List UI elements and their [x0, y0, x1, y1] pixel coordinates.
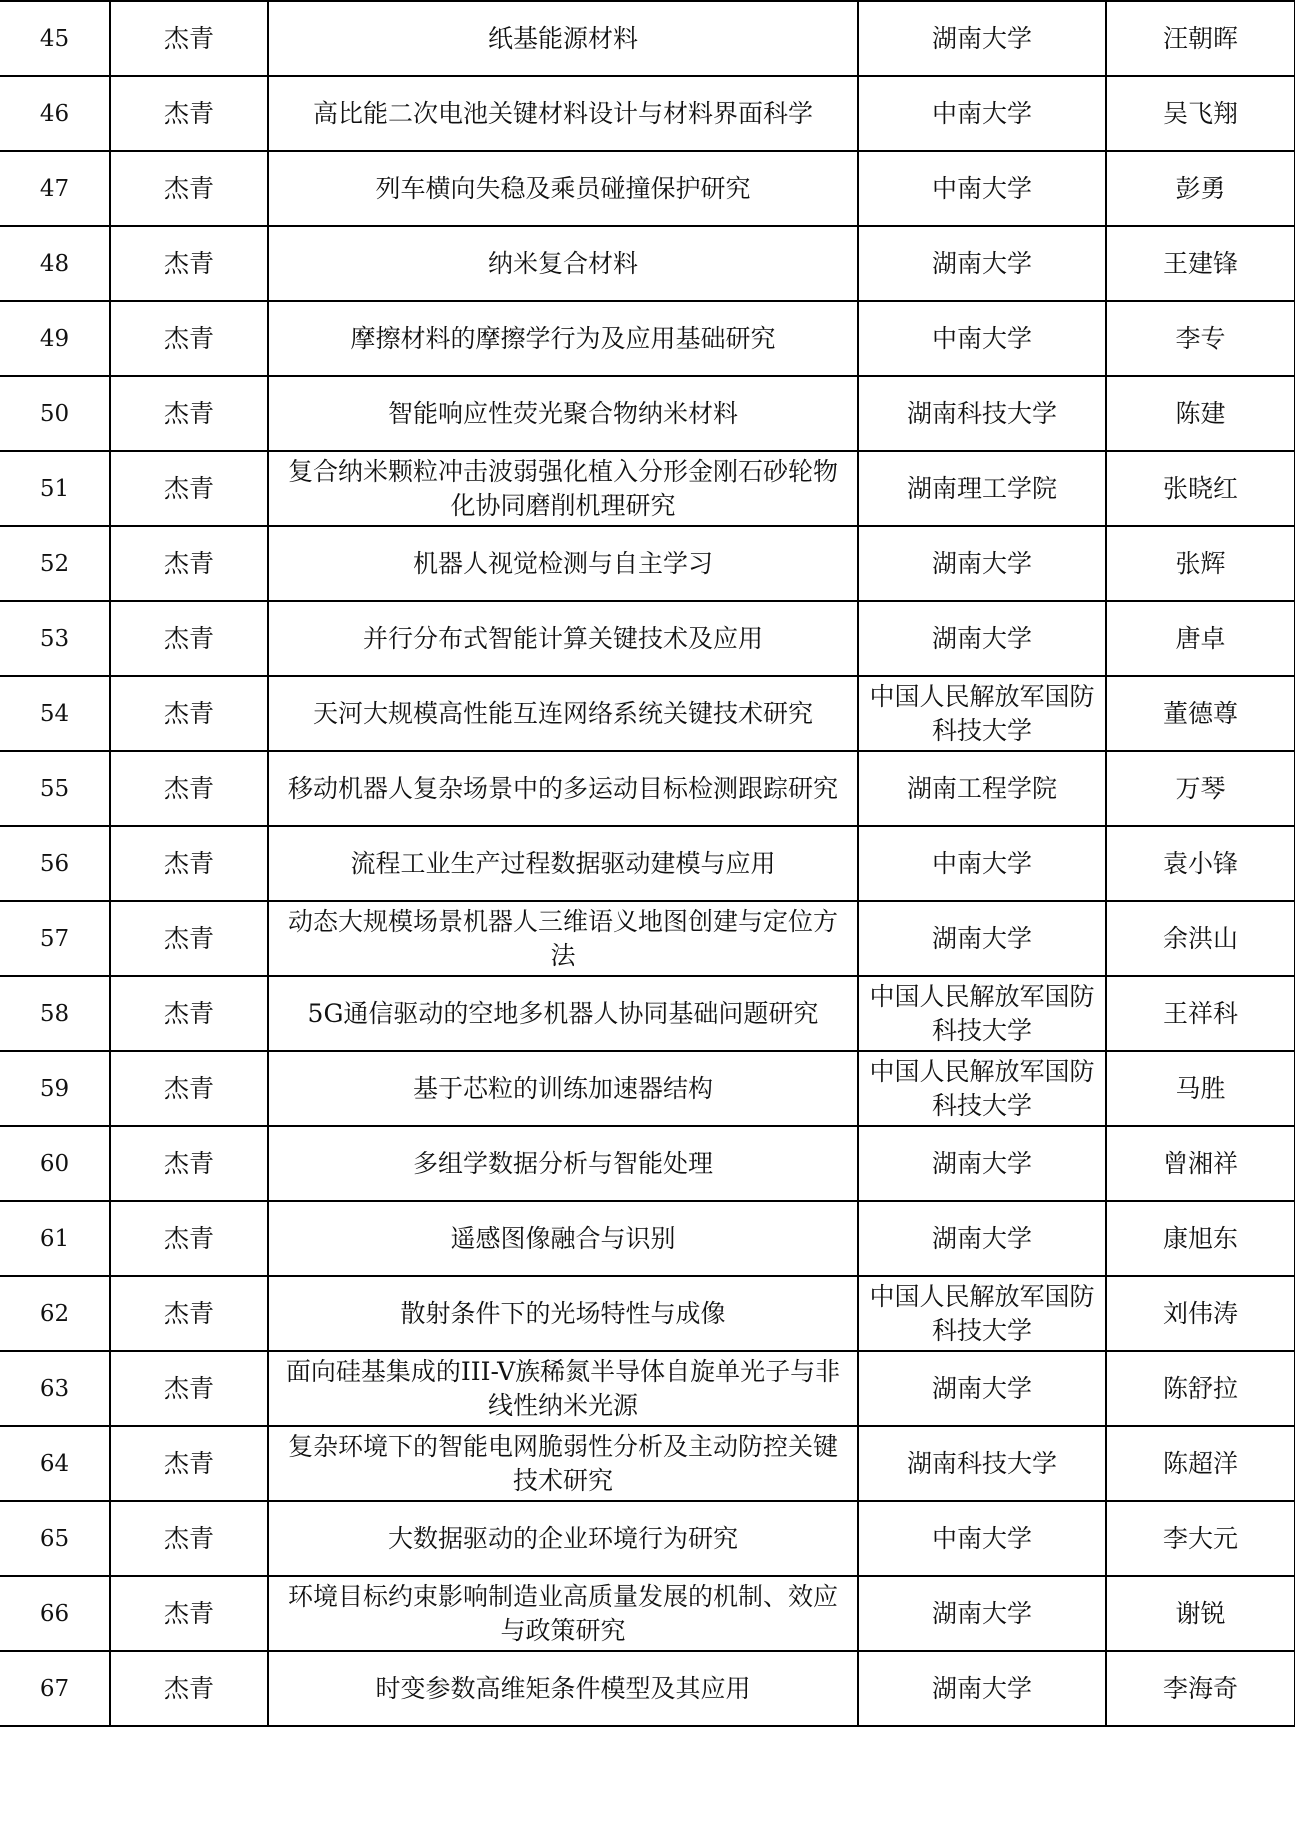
institution: 湖南大学	[858, 226, 1106, 301]
table-row	[0, 1126, 1295, 1201]
project-type: 杰青	[110, 376, 268, 451]
project-topic: 天河大规模高性能互连网络系统关键技术研究	[268, 676, 858, 751]
institution: 中南大学	[858, 301, 1106, 376]
institution: 中南大学	[858, 826, 1106, 901]
project-topic: 多组学数据分析与智能处理	[268, 1126, 858, 1201]
person-name: 刘伟涛	[1106, 1276, 1295, 1351]
row-number: 63	[0, 1351, 110, 1426]
table-row	[0, 1426, 1295, 1501]
table-row	[0, 751, 1295, 826]
project-type: 杰青	[110, 1351, 268, 1426]
person-name: 袁小锋	[1106, 826, 1295, 901]
table-row	[0, 1576, 1295, 1651]
project-type: 杰青	[110, 1201, 268, 1276]
row-number: 48	[0, 226, 110, 301]
person-name: 万琴	[1106, 751, 1295, 826]
project-type: 杰青	[110, 451, 268, 526]
row-number: 58	[0, 976, 110, 1051]
table-row	[0, 601, 1295, 676]
project-type: 杰青	[110, 1276, 268, 1351]
project-topic: 纳米复合材料	[268, 226, 858, 301]
table-row	[0, 1651, 1295, 1726]
project-type: 杰青	[110, 1576, 268, 1651]
institution: 湖南科技大学	[858, 1426, 1106, 1501]
institution: 中南大学	[858, 1501, 1106, 1576]
person-name: 彭勇	[1106, 151, 1295, 226]
table-row	[0, 1276, 1295, 1351]
project-type: 杰青	[110, 1051, 268, 1126]
table-row	[0, 301, 1295, 376]
row-number: 49	[0, 301, 110, 376]
institution: 湖南大学	[858, 601, 1106, 676]
table-row	[0, 1201, 1295, 1276]
row-number: 56	[0, 826, 110, 901]
person-name: 陈超洋	[1106, 1426, 1295, 1501]
project-type: 杰青	[110, 601, 268, 676]
project-topic: 大数据驱动的企业环境行为研究	[268, 1501, 858, 1576]
row-number: 52	[0, 526, 110, 601]
project-topic: 高比能二次电池关键材料设计与材料界面科学	[268, 76, 858, 151]
project-type: 杰青	[110, 1651, 268, 1726]
table-row	[0, 826, 1295, 901]
table-row	[0, 1351, 1295, 1426]
row-number: 60	[0, 1126, 110, 1201]
institution: 中南大学	[858, 151, 1106, 226]
person-name: 唐卓	[1106, 601, 1295, 676]
institution: 湖南工程学院	[858, 751, 1106, 826]
institution: 中国人民解放军国防科技大学	[858, 676, 1106, 751]
project-topic: 智能响应性荧光聚合物纳米材料	[268, 376, 858, 451]
project-topic: 纸基能源材料	[268, 1, 858, 76]
project-type: 杰青	[110, 1426, 268, 1501]
row-number: 57	[0, 901, 110, 976]
institution: 中国人民解放军国防科技大学	[858, 1051, 1106, 1126]
institution: 湖南大学	[858, 1201, 1106, 1276]
person-name: 曾湘祥	[1106, 1126, 1295, 1201]
table-row	[0, 226, 1295, 301]
row-number: 54	[0, 676, 110, 751]
institution: 湖南大学	[858, 1651, 1106, 1726]
institution: 中国人民解放军国防科技大学	[858, 1276, 1106, 1351]
table-row	[0, 676, 1295, 751]
row-number: 46	[0, 76, 110, 151]
row-number: 50	[0, 376, 110, 451]
project-type: 杰青	[110, 751, 268, 826]
person-name: 余洪山	[1106, 901, 1295, 976]
institution: 湖南理工学院	[858, 451, 1106, 526]
person-name: 张辉	[1106, 526, 1295, 601]
table-row	[0, 376, 1295, 451]
project-type: 杰青	[110, 1501, 268, 1576]
project-topic: 散射条件下的光场特性与成像	[268, 1276, 858, 1351]
project-type: 杰青	[110, 826, 268, 901]
project-topic: 复杂环境下的智能电网脆弱性分析及主动防控关键技术研究	[268, 1426, 858, 1501]
project-type: 杰青	[110, 526, 268, 601]
project-topic: 流程工业生产过程数据驱动建模与应用	[268, 826, 858, 901]
person-name: 陈建	[1106, 376, 1295, 451]
institution: 中国人民解放军国防科技大学	[858, 976, 1106, 1051]
project-topic: 复合纳米颗粒冲击波弱强化植入分形金刚石砂轮物化协同磨削机理研究	[268, 451, 858, 526]
row-number: 66	[0, 1576, 110, 1651]
institution: 湖南大学	[858, 1, 1106, 76]
person-name: 李专	[1106, 301, 1295, 376]
person-name: 王祥科	[1106, 976, 1295, 1051]
person-name: 王建锋	[1106, 226, 1295, 301]
project-type: 杰青	[110, 151, 268, 226]
person-name: 李海奇	[1106, 1651, 1295, 1726]
institution: 湖南大学	[858, 1351, 1106, 1426]
row-number: 55	[0, 751, 110, 826]
row-number: 59	[0, 1051, 110, 1126]
person-name: 董德尊	[1106, 676, 1295, 751]
project-topic: 动态大规模场景机器人三维语义地图创建与定位方法	[268, 901, 858, 976]
institution: 中南大学	[858, 76, 1106, 151]
person-name: 李大元	[1106, 1501, 1295, 1576]
table-row	[0, 976, 1295, 1051]
row-number: 62	[0, 1276, 110, 1351]
person-name: 康旭东	[1106, 1201, 1295, 1276]
row-number: 65	[0, 1501, 110, 1576]
project-type: 杰青	[110, 76, 268, 151]
project-type: 杰青	[110, 676, 268, 751]
row-number: 61	[0, 1201, 110, 1276]
person-name: 马胜	[1106, 1051, 1295, 1126]
project-topic: 遥感图像融合与识别	[268, 1201, 858, 1276]
project-topic: 并行分布式智能计算关键技术及应用	[268, 601, 858, 676]
person-name: 吴飞翔	[1106, 76, 1295, 151]
table-row	[0, 1, 1295, 76]
project-type: 杰青	[110, 901, 268, 976]
project-topic: 摩擦材料的摩擦学行为及应用基础研究	[268, 301, 858, 376]
row-number: 47	[0, 151, 110, 226]
table-body	[0, 1, 1295, 1726]
row-number: 51	[0, 451, 110, 526]
project-type: 杰青	[110, 226, 268, 301]
project-topic: 环境目标约束影响制造业高质量发展的机制、效应与政策研究	[268, 1576, 858, 1651]
institution: 湖南大学	[858, 526, 1106, 601]
row-number: 53	[0, 601, 110, 676]
row-number: 64	[0, 1426, 110, 1501]
person-name: 张晓红	[1106, 451, 1295, 526]
project-topic: 基于芯粒的训练加速器结构	[268, 1051, 858, 1126]
project-topic: 面向硅基集成的III-V族稀氮半导体自旋单光子与非线性纳米光源	[268, 1351, 858, 1426]
institution: 湖南大学	[858, 901, 1106, 976]
project-type: 杰青	[110, 1, 268, 76]
table-row	[0, 1501, 1295, 1576]
table-row	[0, 1051, 1295, 1126]
project-topic: 时变参数高维矩条件模型及其应用	[268, 1651, 858, 1726]
table-row	[0, 526, 1295, 601]
table-row	[0, 451, 1295, 526]
project-topic: 移动机器人复杂场景中的多运动目标检测跟踪研究	[268, 751, 858, 826]
institution: 湖南大学	[858, 1576, 1106, 1651]
table-row	[0, 76, 1295, 151]
institution: 湖南大学	[858, 1126, 1106, 1201]
person-name: 陈舒拉	[1106, 1351, 1295, 1426]
person-name: 汪朝晖	[1106, 1, 1295, 76]
institution: 湖南科技大学	[858, 376, 1106, 451]
project-topic: 机器人视觉检测与自主学习	[268, 526, 858, 601]
project-topic: 列车横向失稳及乘员碰撞保护研究	[268, 151, 858, 226]
row-number: 67	[0, 1651, 110, 1726]
project-type: 杰青	[110, 301, 268, 376]
person-name: 谢锐	[1106, 1576, 1295, 1651]
project-type: 杰青	[110, 976, 268, 1051]
table-row	[0, 151, 1295, 226]
table-row	[0, 901, 1295, 976]
project-topic: 5G通信驱动的空地多机器人协同基础问题研究	[268, 976, 858, 1051]
project-type: 杰青	[110, 1126, 268, 1201]
row-number: 45	[0, 1, 110, 76]
